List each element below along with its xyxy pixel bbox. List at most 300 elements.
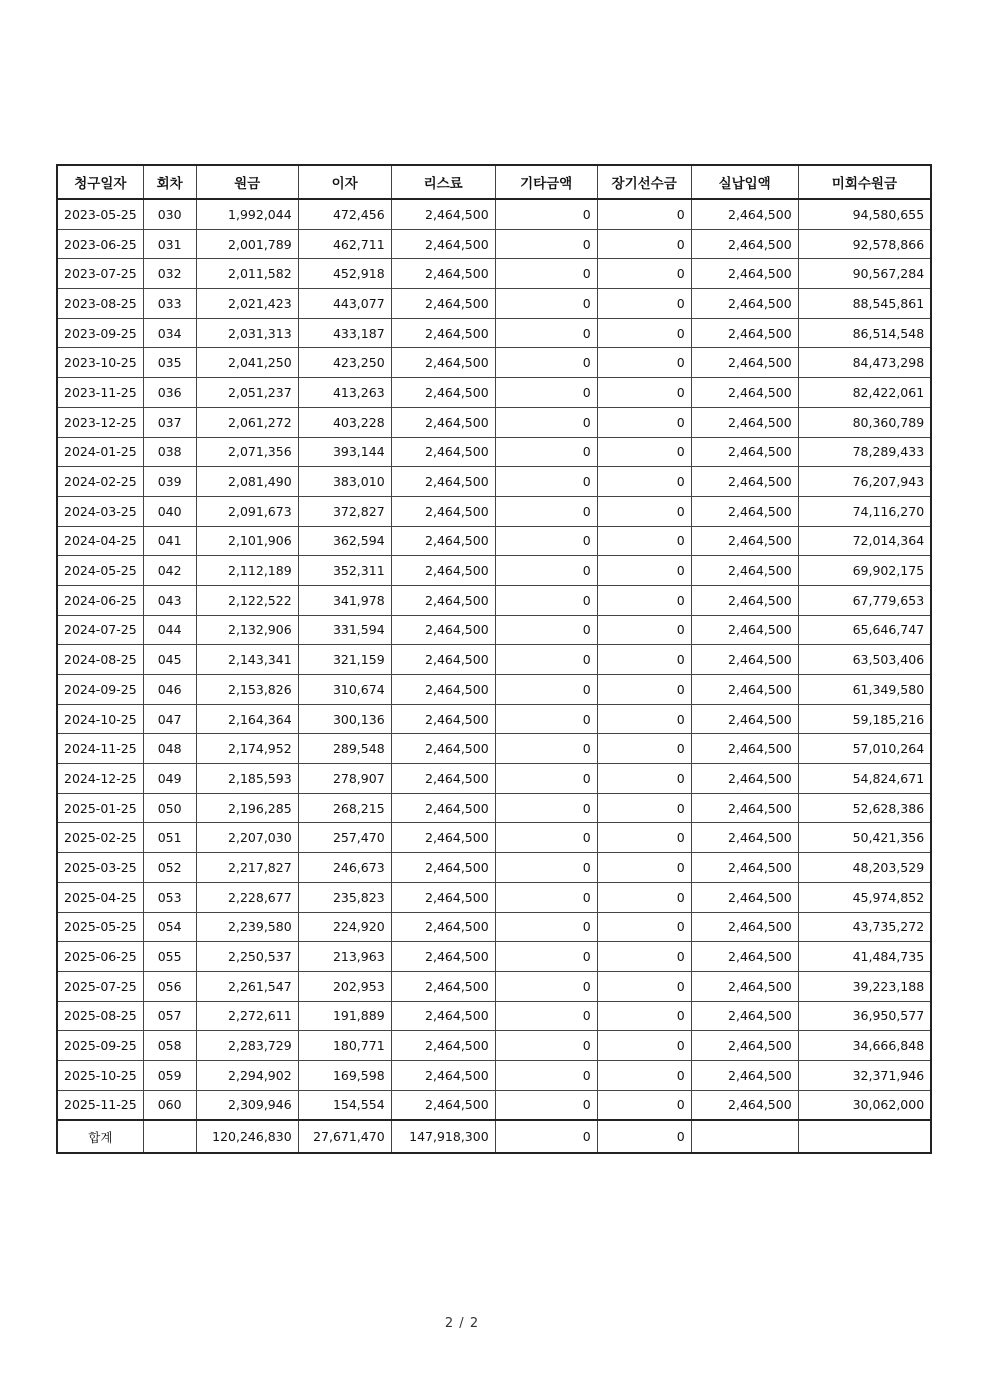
table-row — [57, 675, 931, 705]
cell-actual-payment: 2,464,500 — [691, 1001, 798, 1031]
cell-outstanding-principal: 59,185,216 — [798, 704, 931, 734]
cell-other-amount: 0 — [495, 1001, 597, 1031]
cell-other-amount: 0 — [495, 942, 597, 972]
cell-other-amount: 0 — [495, 407, 597, 437]
table-row — [57, 467, 931, 497]
cell-actual-payment: 2,464,500 — [691, 971, 798, 1001]
cell-outstanding-principal: 90,567,284 — [798, 259, 931, 289]
cell-lease-fee: 2,464,500 — [391, 378, 495, 408]
table-row — [57, 1001, 931, 1031]
cell-installment-no: 030 — [143, 199, 196, 229]
table-row — [57, 942, 931, 972]
table-row — [57, 199, 931, 229]
cell-actual-payment: 2,464,500 — [691, 556, 798, 586]
cell-actual-payment: 2,464,500 — [691, 496, 798, 526]
cell-other-amount: 0 — [495, 318, 597, 348]
cell-lease-fee: 2,464,500 — [391, 853, 495, 883]
cell-actual-payment: 2,464,500 — [691, 734, 798, 764]
cell-lease-fee: 2,464,500 — [391, 793, 495, 823]
cell-principal: 2,001,789 — [196, 229, 298, 259]
cell-principal: 2,261,547 — [196, 971, 298, 1001]
cell-actual-payment: 2,464,500 — [691, 942, 798, 972]
cell-other-amount: 0 — [495, 645, 597, 675]
cell-actual-payment: 2,464,500 — [691, 229, 798, 259]
cell-other-amount: 0 — [495, 675, 597, 705]
cell-actual-payment: 2,464,500 — [691, 675, 798, 705]
table-body — [57, 199, 931, 1120]
total-lease-fee: 147,918,300 — [391, 1120, 495, 1153]
cell-billing-date: 2025-08-25 — [57, 1001, 143, 1031]
cell-lease-fee: 2,464,500 — [391, 585, 495, 615]
cell-installment-no: 037 — [143, 407, 196, 437]
cell-outstanding-principal: 78,289,433 — [798, 437, 931, 467]
total-label: 합계 — [57, 1120, 143, 1153]
cell-lease-fee: 2,464,500 — [391, 823, 495, 853]
cell-other-amount: 0 — [495, 437, 597, 467]
cell-interest: 443,077 — [298, 289, 391, 319]
table-row — [57, 585, 931, 615]
cell-interest: 202,953 — [298, 971, 391, 1001]
column-header-lease-fee: 리스료 — [391, 165, 495, 199]
cell-interest: 154,554 — [298, 1090, 391, 1120]
cell-long-term-advance: 0 — [597, 1090, 691, 1120]
cell-interest: 452,918 — [298, 259, 391, 289]
cell-interest: 300,136 — [298, 704, 391, 734]
cell-long-term-advance: 0 — [597, 853, 691, 883]
cell-interest: 268,215 — [298, 793, 391, 823]
cell-long-term-advance: 0 — [597, 437, 691, 467]
cell-interest: 352,311 — [298, 556, 391, 586]
cell-outstanding-principal: 57,010,264 — [798, 734, 931, 764]
cell-outstanding-principal: 52,628,386 — [798, 793, 931, 823]
cell-lease-fee: 2,464,500 — [391, 764, 495, 794]
cell-interest: 191,889 — [298, 1001, 391, 1031]
cell-installment-no: 034 — [143, 318, 196, 348]
cell-billing-date: 2025-04-25 — [57, 882, 143, 912]
cell-actual-payment: 2,464,500 — [691, 793, 798, 823]
cell-principal: 2,164,364 — [196, 704, 298, 734]
cell-actual-payment: 2,464,500 — [691, 704, 798, 734]
cell-long-term-advance: 0 — [597, 318, 691, 348]
cell-other-amount: 0 — [495, 882, 597, 912]
cell-interest: 246,673 — [298, 853, 391, 883]
cell-interest: 213,963 — [298, 942, 391, 972]
cell-interest: 413,263 — [298, 378, 391, 408]
cell-installment-no: 041 — [143, 526, 196, 556]
cell-interest: 278,907 — [298, 764, 391, 794]
cell-other-amount: 0 — [495, 1060, 597, 1090]
cell-long-term-advance: 0 — [597, 585, 691, 615]
cell-billing-date: 2025-02-25 — [57, 823, 143, 853]
cell-actual-payment: 2,464,500 — [691, 348, 798, 378]
cell-long-term-advance: 0 — [597, 556, 691, 586]
cell-lease-fee: 2,464,500 — [391, 675, 495, 705]
cell-principal: 1,992,044 — [196, 199, 298, 229]
cell-long-term-advance: 0 — [597, 793, 691, 823]
cell-installment-no: 031 — [143, 229, 196, 259]
cell-other-amount: 0 — [495, 199, 597, 229]
cell-principal: 2,250,537 — [196, 942, 298, 972]
cell-installment-no: 049 — [143, 764, 196, 794]
total-installment-no — [143, 1120, 196, 1153]
cell-other-amount: 0 — [495, 1031, 597, 1061]
cell-outstanding-principal: 72,014,364 — [798, 526, 931, 556]
cell-principal: 2,071,356 — [196, 437, 298, 467]
cell-long-term-advance: 0 — [597, 289, 691, 319]
cell-actual-payment: 2,464,500 — [691, 912, 798, 942]
table-row — [57, 882, 931, 912]
cell-installment-no: 043 — [143, 585, 196, 615]
cell-outstanding-principal: 86,514,548 — [798, 318, 931, 348]
cell-billing-date: 2023-08-25 — [57, 289, 143, 319]
table-row — [57, 823, 931, 853]
cell-other-amount: 0 — [495, 853, 597, 883]
cell-outstanding-principal: 32,371,946 — [798, 1060, 931, 1090]
cell-outstanding-principal: 50,421,356 — [798, 823, 931, 853]
cell-long-term-advance: 0 — [597, 882, 691, 912]
table-row — [57, 526, 931, 556]
cell-outstanding-principal: 76,207,943 — [798, 467, 931, 497]
table-row — [57, 378, 931, 408]
cell-lease-fee: 2,464,500 — [391, 407, 495, 437]
cell-installment-no: 038 — [143, 437, 196, 467]
table-row — [57, 615, 931, 645]
cell-actual-payment: 2,464,500 — [691, 1031, 798, 1061]
cell-long-term-advance: 0 — [597, 407, 691, 437]
cell-other-amount: 0 — [495, 764, 597, 794]
cell-principal: 2,143,341 — [196, 645, 298, 675]
table-row — [57, 318, 931, 348]
cell-outstanding-principal: 41,484,735 — [798, 942, 931, 972]
cell-principal: 2,081,490 — [196, 467, 298, 497]
table-row — [57, 556, 931, 586]
cell-outstanding-principal: 30,062,000 — [798, 1090, 931, 1120]
cell-installment-no: 040 — [143, 496, 196, 526]
cell-principal: 2,051,237 — [196, 378, 298, 408]
cell-outstanding-principal: 82,422,061 — [798, 378, 931, 408]
lease-schedule-table — [56, 164, 932, 1154]
cell-interest: 423,250 — [298, 348, 391, 378]
cell-lease-fee: 2,464,500 — [391, 942, 495, 972]
cell-other-amount: 0 — [495, 734, 597, 764]
cell-billing-date: 2024-10-25 — [57, 704, 143, 734]
cell-other-amount: 0 — [495, 912, 597, 942]
column-header-principal: 원금 — [196, 165, 298, 199]
cell-outstanding-principal: 43,735,272 — [798, 912, 931, 942]
cell-actual-payment: 2,464,500 — [691, 1090, 798, 1120]
total-principal: 120,246,830 — [196, 1120, 298, 1153]
cell-billing-date: 2023-05-25 — [57, 199, 143, 229]
cell-principal: 2,196,285 — [196, 793, 298, 823]
cell-billing-date: 2024-04-25 — [57, 526, 143, 556]
cell-principal: 2,091,673 — [196, 496, 298, 526]
cell-lease-fee: 2,464,500 — [391, 496, 495, 526]
cell-billing-date: 2024-12-25 — [57, 764, 143, 794]
cell-principal: 2,207,030 — [196, 823, 298, 853]
cell-outstanding-principal: 39,223,188 — [798, 971, 931, 1001]
table-row — [57, 764, 931, 794]
cell-installment-no: 058 — [143, 1031, 196, 1061]
cell-billing-date: 2025-06-25 — [57, 942, 143, 972]
cell-installment-no: 042 — [143, 556, 196, 586]
cell-installment-no: 053 — [143, 882, 196, 912]
cell-principal: 2,101,906 — [196, 526, 298, 556]
cell-long-term-advance: 0 — [597, 348, 691, 378]
cell-outstanding-principal: 63,503,406 — [798, 645, 931, 675]
cell-other-amount: 0 — [495, 467, 597, 497]
column-header-other-amount: 기타금액 — [495, 165, 597, 199]
cell-actual-payment: 2,464,500 — [691, 526, 798, 556]
cell-outstanding-principal: 34,666,848 — [798, 1031, 931, 1061]
cell-interest: 180,771 — [298, 1031, 391, 1061]
cell-interest: 235,823 — [298, 882, 391, 912]
table-row — [57, 229, 931, 259]
cell-installment-no: 045 — [143, 645, 196, 675]
table-header — [57, 165, 931, 199]
cell-principal: 2,272,611 — [196, 1001, 298, 1031]
cell-interest: 472,456 — [298, 199, 391, 229]
table-row — [57, 1031, 931, 1061]
cell-installment-no: 044 — [143, 615, 196, 645]
cell-installment-no: 032 — [143, 259, 196, 289]
page-number: 2 / 2 — [444, 1316, 480, 1331]
cell-other-amount: 0 — [495, 289, 597, 319]
cell-billing-date: 2024-09-25 — [57, 675, 143, 705]
cell-principal: 2,294,902 — [196, 1060, 298, 1090]
cell-interest: 224,920 — [298, 912, 391, 942]
cell-outstanding-principal: 94,580,655 — [798, 199, 931, 229]
cell-installment-no: 059 — [143, 1060, 196, 1090]
cell-principal: 2,122,522 — [196, 585, 298, 615]
cell-outstanding-principal: 80,360,789 — [798, 407, 931, 437]
table-row — [57, 289, 931, 319]
cell-lease-fee: 2,464,500 — [391, 615, 495, 645]
cell-billing-date: 2024-01-25 — [57, 437, 143, 467]
cell-interest: 321,159 — [298, 645, 391, 675]
cell-principal: 2,185,593 — [196, 764, 298, 794]
cell-outstanding-principal: 69,902,175 — [798, 556, 931, 586]
cell-lease-fee: 2,464,500 — [391, 348, 495, 378]
cell-billing-date: 2025-07-25 — [57, 971, 143, 1001]
cell-interest: 331,594 — [298, 615, 391, 645]
cell-outstanding-principal: 74,116,270 — [798, 496, 931, 526]
column-header-billing-date: 청구일자 — [57, 165, 143, 199]
cell-interest: 257,470 — [298, 823, 391, 853]
table-row — [57, 704, 931, 734]
cell-interest: 289,548 — [298, 734, 391, 764]
cell-principal: 2,228,677 — [196, 882, 298, 912]
cell-billing-date: 2025-03-25 — [57, 853, 143, 883]
cell-lease-fee: 2,464,500 — [391, 912, 495, 942]
cell-outstanding-principal: 45,974,852 — [798, 882, 931, 912]
cell-lease-fee: 2,464,500 — [391, 882, 495, 912]
table-row — [57, 1090, 931, 1120]
cell-lease-fee: 2,464,500 — [391, 704, 495, 734]
cell-other-amount: 0 — [495, 823, 597, 853]
cell-outstanding-principal: 54,824,671 — [798, 764, 931, 794]
cell-long-term-advance: 0 — [597, 378, 691, 408]
table-row — [57, 734, 931, 764]
cell-lease-fee: 2,464,500 — [391, 1090, 495, 1120]
cell-billing-date: 2025-11-25 — [57, 1090, 143, 1120]
cell-long-term-advance: 0 — [597, 675, 691, 705]
cell-outstanding-principal: 48,203,529 — [798, 853, 931, 883]
cell-installment-no: 060 — [143, 1090, 196, 1120]
cell-outstanding-principal: 67,779,653 — [798, 585, 931, 615]
cell-installment-no: 054 — [143, 912, 196, 942]
cell-long-term-advance: 0 — [597, 764, 691, 794]
cell-long-term-advance: 0 — [597, 526, 691, 556]
cell-long-term-advance: 0 — [597, 1031, 691, 1061]
cell-long-term-advance: 0 — [597, 1001, 691, 1031]
table-row — [57, 437, 931, 467]
cell-billing-date: 2024-06-25 — [57, 585, 143, 615]
cell-principal: 2,174,952 — [196, 734, 298, 764]
cell-lease-fee: 2,464,500 — [391, 199, 495, 229]
table-row — [57, 853, 931, 883]
column-header-actual-payment: 실납입액 — [691, 165, 798, 199]
cell-billing-date: 2023-06-25 — [57, 229, 143, 259]
cell-other-amount: 0 — [495, 615, 597, 645]
cell-long-term-advance: 0 — [597, 734, 691, 764]
cell-long-term-advance: 0 — [597, 704, 691, 734]
cell-other-amount: 0 — [495, 585, 597, 615]
cell-other-amount: 0 — [495, 526, 597, 556]
cell-lease-fee: 2,464,500 — [391, 645, 495, 675]
cell-principal: 2,217,827 — [196, 853, 298, 883]
table-total-row — [57, 1120, 931, 1153]
cell-outstanding-principal: 61,349,580 — [798, 675, 931, 705]
cell-actual-payment: 2,464,500 — [691, 289, 798, 319]
table-row — [57, 793, 931, 823]
total-interest: 27,671,470 — [298, 1120, 391, 1153]
cell-principal: 2,239,580 — [196, 912, 298, 942]
cell-installment-no: 035 — [143, 348, 196, 378]
cell-actual-payment: 2,464,500 — [691, 318, 798, 348]
cell-lease-fee: 2,464,500 — [391, 259, 495, 289]
cell-billing-date: 2024-02-25 — [57, 467, 143, 497]
cell-outstanding-principal: 88,545,861 — [798, 289, 931, 319]
cell-other-amount: 0 — [495, 793, 597, 823]
cell-installment-no: 055 — [143, 942, 196, 972]
column-header-installment-no: 회차 — [143, 165, 196, 199]
cell-actual-payment: 2,464,500 — [691, 585, 798, 615]
cell-lease-fee: 2,464,500 — [391, 318, 495, 348]
cell-long-term-advance: 0 — [597, 496, 691, 526]
cell-principal: 2,309,946 — [196, 1090, 298, 1120]
cell-other-amount: 0 — [495, 229, 597, 259]
cell-actual-payment: 2,464,500 — [691, 407, 798, 437]
cell-long-term-advance: 0 — [597, 229, 691, 259]
cell-other-amount: 0 — [495, 496, 597, 526]
cell-installment-no: 057 — [143, 1001, 196, 1031]
cell-installment-no: 052 — [143, 853, 196, 883]
cell-billing-date: 2025-10-25 — [57, 1060, 143, 1090]
cell-other-amount: 0 — [495, 348, 597, 378]
cell-long-term-advance: 0 — [597, 912, 691, 942]
cell-interest: 310,674 — [298, 675, 391, 705]
cell-actual-payment: 2,464,500 — [691, 615, 798, 645]
cell-other-amount: 0 — [495, 556, 597, 586]
cell-installment-no: 039 — [143, 467, 196, 497]
table-row — [57, 1060, 931, 1090]
cell-billing-date: 2024-08-25 — [57, 645, 143, 675]
cell-principal: 2,132,906 — [196, 615, 298, 645]
cell-other-amount: 0 — [495, 704, 597, 734]
cell-other-amount: 0 — [495, 378, 597, 408]
cell-principal: 2,061,272 — [196, 407, 298, 437]
cell-outstanding-principal: 36,950,577 — [798, 1001, 931, 1031]
cell-principal: 2,041,250 — [196, 348, 298, 378]
cell-interest: 393,144 — [298, 437, 391, 467]
cell-principal: 2,031,313 — [196, 318, 298, 348]
cell-interest: 169,598 — [298, 1060, 391, 1090]
column-header-long-term-advance: 장기선수금 — [597, 165, 691, 199]
cell-lease-fee: 2,464,500 — [391, 289, 495, 319]
cell-billing-date: 2023-07-25 — [57, 259, 143, 289]
cell-billing-date: 2025-01-25 — [57, 793, 143, 823]
total-actual-payment — [691, 1120, 798, 1153]
table-row — [57, 407, 931, 437]
cell-lease-fee: 2,464,500 — [391, 229, 495, 259]
cell-installment-no: 047 — [143, 704, 196, 734]
cell-interest: 383,010 — [298, 467, 391, 497]
total-other-amount: 0 — [495, 1120, 597, 1153]
cell-lease-fee: 2,464,500 — [391, 467, 495, 497]
cell-long-term-advance: 0 — [597, 823, 691, 853]
cell-billing-date: 2025-09-25 — [57, 1031, 143, 1061]
table-row — [57, 645, 931, 675]
cell-billing-date: 2024-05-25 — [57, 556, 143, 586]
cell-installment-no: 033 — [143, 289, 196, 319]
cell-installment-no: 056 — [143, 971, 196, 1001]
cell-principal: 2,153,826 — [196, 675, 298, 705]
total-outstanding-principal — [798, 1120, 931, 1153]
cell-interest: 362,594 — [298, 526, 391, 556]
cell-installment-no: 036 — [143, 378, 196, 408]
cell-lease-fee: 2,464,500 — [391, 437, 495, 467]
cell-interest: 433,187 — [298, 318, 391, 348]
cell-actual-payment: 2,464,500 — [691, 437, 798, 467]
cell-installment-no: 046 — [143, 675, 196, 705]
cell-actual-payment: 2,464,500 — [691, 764, 798, 794]
cell-actual-payment: 2,464,500 — [691, 259, 798, 289]
cell-principal: 2,021,423 — [196, 289, 298, 319]
cell-lease-fee: 2,464,500 — [391, 1001, 495, 1031]
cell-lease-fee: 2,464,500 — [391, 971, 495, 1001]
cell-billing-date: 2024-03-25 — [57, 496, 143, 526]
cell-long-term-advance: 0 — [597, 971, 691, 1001]
cell-actual-payment: 2,464,500 — [691, 645, 798, 675]
cell-long-term-advance: 0 — [597, 259, 691, 289]
cell-actual-payment: 2,464,500 — [691, 882, 798, 912]
cell-billing-date: 2024-07-25 — [57, 615, 143, 645]
cell-principal: 2,112,189 — [196, 556, 298, 586]
cell-billing-date: 2024-11-25 — [57, 734, 143, 764]
cell-long-term-advance: 0 — [597, 615, 691, 645]
cell-interest: 341,978 — [298, 585, 391, 615]
cell-actual-payment: 2,464,500 — [691, 853, 798, 883]
column-header-interest: 이자 — [298, 165, 391, 199]
cell-actual-payment: 2,464,500 — [691, 378, 798, 408]
cell-interest: 403,228 — [298, 407, 391, 437]
cell-billing-date: 2025-05-25 — [57, 912, 143, 942]
cell-actual-payment: 2,464,500 — [691, 823, 798, 853]
column-header-outstanding-principal: 미회수원금 — [798, 165, 931, 199]
cell-billing-date: 2023-12-25 — [57, 407, 143, 437]
cell-lease-fee: 2,464,500 — [391, 1060, 495, 1090]
cell-other-amount: 0 — [495, 259, 597, 289]
